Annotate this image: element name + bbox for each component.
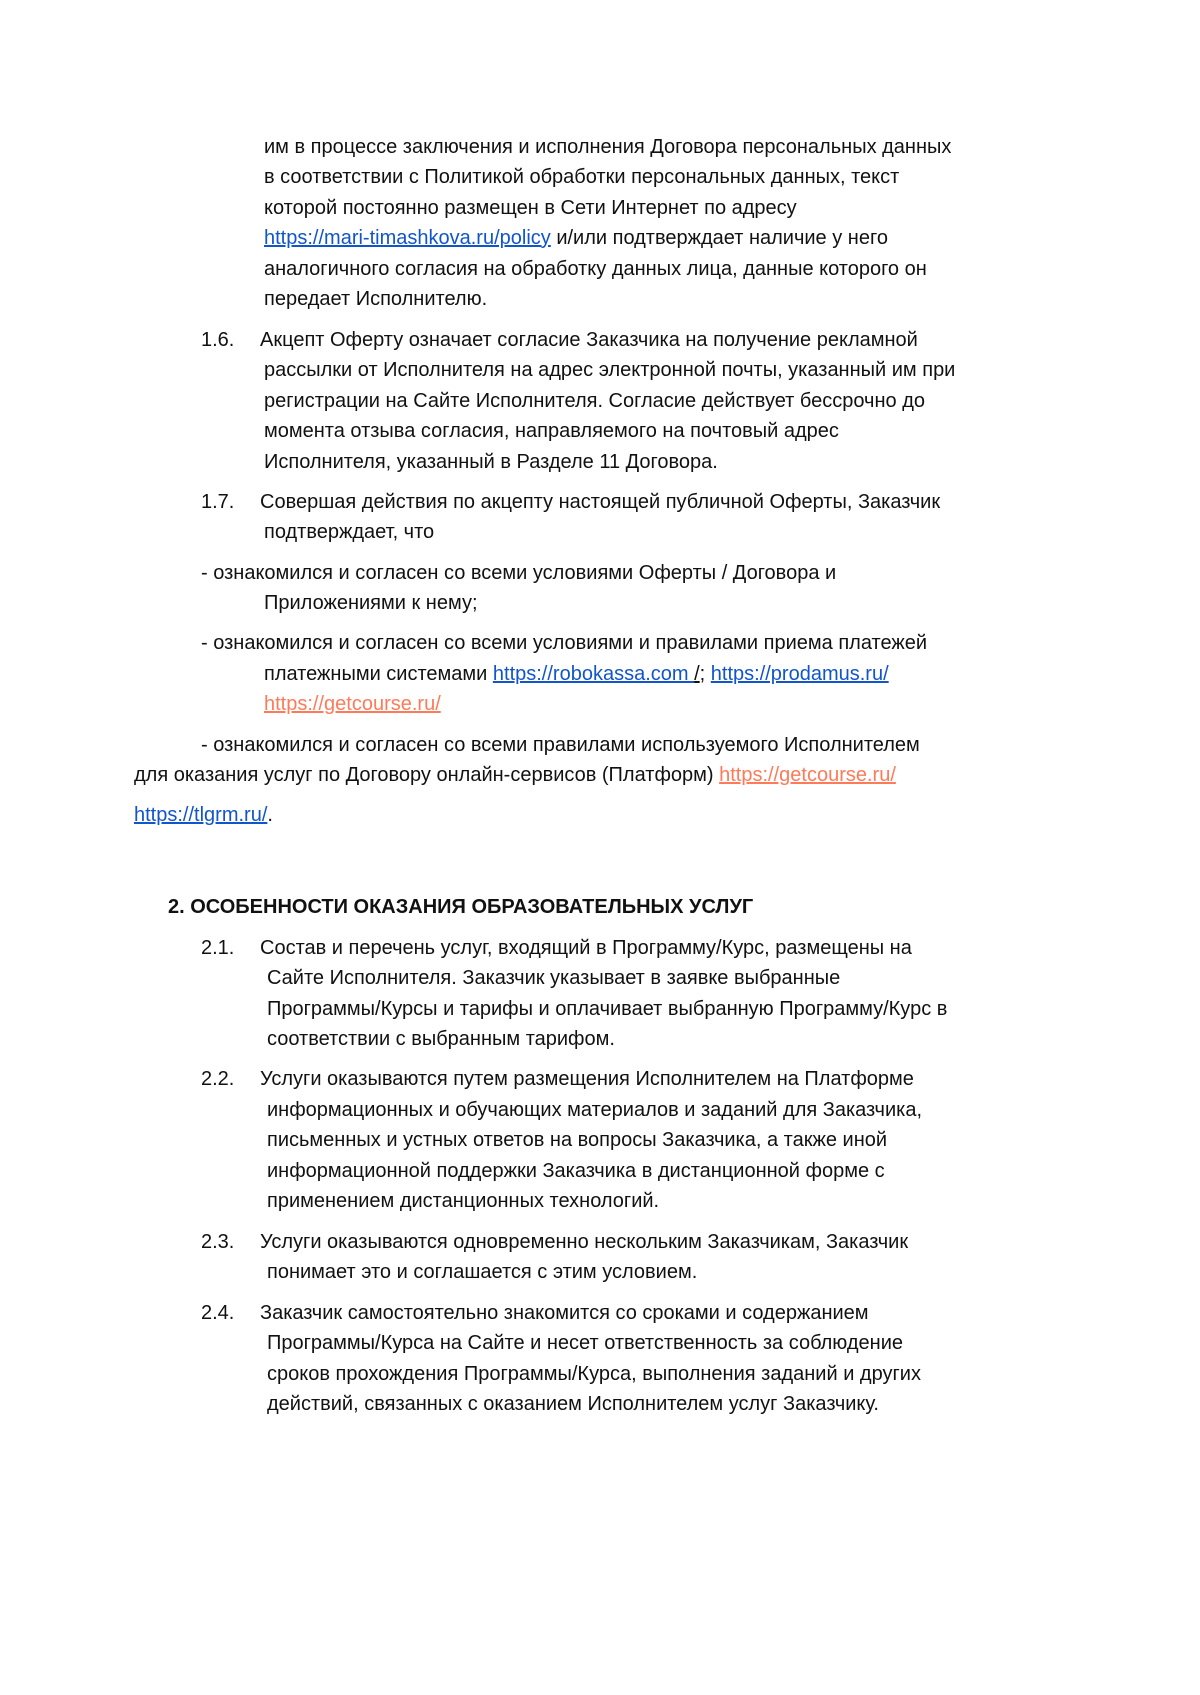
text-line: в соответствии с Политикой обработки персональных данных, текст bbox=[264, 166, 900, 188]
getcourse-link[interactable]: https://getcourse.ru/ bbox=[264, 693, 441, 715]
text-line: информационных и обучающих материалов и заданий для Заказчика, bbox=[267, 1099, 923, 1121]
text-span: . bbox=[267, 804, 273, 826]
text-line: действий, связанных с оказанием Исполнителем услуг Заказчику. bbox=[267, 1393, 879, 1415]
text-line: Услуги оказываются одновременно нескольким Заказчикам, Заказчик bbox=[260, 1231, 909, 1253]
text-line: рассылки от Исполнителя на адрес электронной почты, указанный им при bbox=[264, 359, 956, 381]
tlgrm-link[interactable]: https://tlgrm.ru/ bbox=[134, 804, 268, 826]
text-line: - ознакомился и согласен со всеми условиями Оферты / Договора и bbox=[201, 562, 837, 584]
text-line: Услуги оказываются путем размещения Исполнителем на Платформе bbox=[260, 1068, 914, 1090]
text-line: применением дистанционных технологий. bbox=[267, 1190, 660, 1212]
policy-link[interactable]: https://mari-timashkova.ru/policy bbox=[264, 227, 551, 249]
text-line bbox=[264, 662, 889, 686]
text-line: которой постоянно размещен в Сети Интернет по адресу bbox=[264, 197, 797, 219]
clause-number: 1.7. bbox=[201, 491, 235, 513]
text-line: Программы/Курсы и тарифы и оплачивает выбранную Программу/Курс в bbox=[267, 998, 948, 1020]
prodamus-link[interactable]: https://prodamus.ru/ bbox=[710, 663, 889, 685]
text-line: момента отзыва согласия, направляемого на почтовый адрес bbox=[264, 420, 839, 442]
text-line: регистрации на Сайте Исполнителя. Согласие действует бессрочно до bbox=[264, 390, 925, 412]
text-line: им в процессе заключения и исполнения Договора персональных данных bbox=[264, 136, 952, 158]
text-line: Исполнителя, указанный в Разделе 11 Договора. bbox=[264, 451, 718, 473]
text-line: информационной поддержки Заказчика в дистанционной форме с bbox=[267, 1160, 885, 1182]
clause-number: 2.3. bbox=[201, 1231, 235, 1253]
text-line bbox=[264, 692, 441, 716]
clause-number: 2.2. bbox=[201, 1068, 235, 1090]
text-line: письменных и устных ответов на вопросы Заказчика, а также иной bbox=[267, 1129, 888, 1151]
text-line: подтверждает, что bbox=[264, 521, 435, 543]
text-line: Сайте Исполнителя. Заказчик указывает в заявке выбранные bbox=[267, 967, 841, 989]
clause-number: 2.4. bbox=[201, 1302, 235, 1324]
text-span: / bbox=[694, 663, 700, 685]
text-line: Программы/Курса на Сайте и несет ответственность за соблюдение bbox=[267, 1332, 903, 1354]
text-line: - ознакомился и согласен со всеми правилами используемого Исполнителем bbox=[201, 734, 920, 756]
robokassa-link[interactable]: https://robokassa.com bbox=[492, 663, 695, 685]
text-line: Совершая действия по акцепту настоящей публичной Оферты, Заказчик bbox=[260, 491, 941, 513]
text-line: понимает это и соглашается с этим условием. bbox=[267, 1261, 698, 1283]
text-line: аналогичного согласия на обработку данных лица, данные которого он bbox=[264, 258, 927, 280]
text-line: соответствии с выбранным тарифом. bbox=[267, 1028, 615, 1050]
text-line: Состав и перечень услуг, входящий в Программу/Курс, размещены на bbox=[260, 937, 912, 959]
text-line: передает Исполнителю. bbox=[264, 288, 488, 310]
getcourse-platform-link[interactable]: https://getcourse.ru/ bbox=[719, 764, 896, 786]
text-line: Акцепт Оферту означает согласие Заказчика на получение рекламной bbox=[260, 329, 918, 351]
text-line bbox=[134, 803, 273, 827]
text-line bbox=[134, 763, 896, 787]
text-span: платежными системами bbox=[264, 663, 493, 685]
clause-number: 1.6. bbox=[201, 329, 235, 351]
text-line bbox=[264, 226, 888, 250]
text-line: сроков прохождения Программы/Курса, выполнения заданий и других bbox=[267, 1363, 921, 1385]
text-line: - ознакомился и согласен со всеми условиями и правилами приема платежей bbox=[201, 632, 928, 654]
text-span: и/или подтверждает наличие у него bbox=[550, 227, 888, 249]
clause-number: 2.1. bbox=[201, 937, 235, 959]
text-line: Заказчик самостоятельно знакомится со сроками и содержанием bbox=[260, 1302, 869, 1324]
section-heading: 2. ОСОБЕННОСТИ ОКАЗАНИЯ ОБРАЗОВАТЕЛЬНЫХ УСЛУГ bbox=[168, 896, 754, 918]
separator: ; bbox=[699, 663, 711, 685]
text-span: для оказания услуг по Договору онлайн-сервисов (Платформ) bbox=[134, 764, 720, 786]
text-line: Приложениями к нему; bbox=[264, 592, 478, 614]
